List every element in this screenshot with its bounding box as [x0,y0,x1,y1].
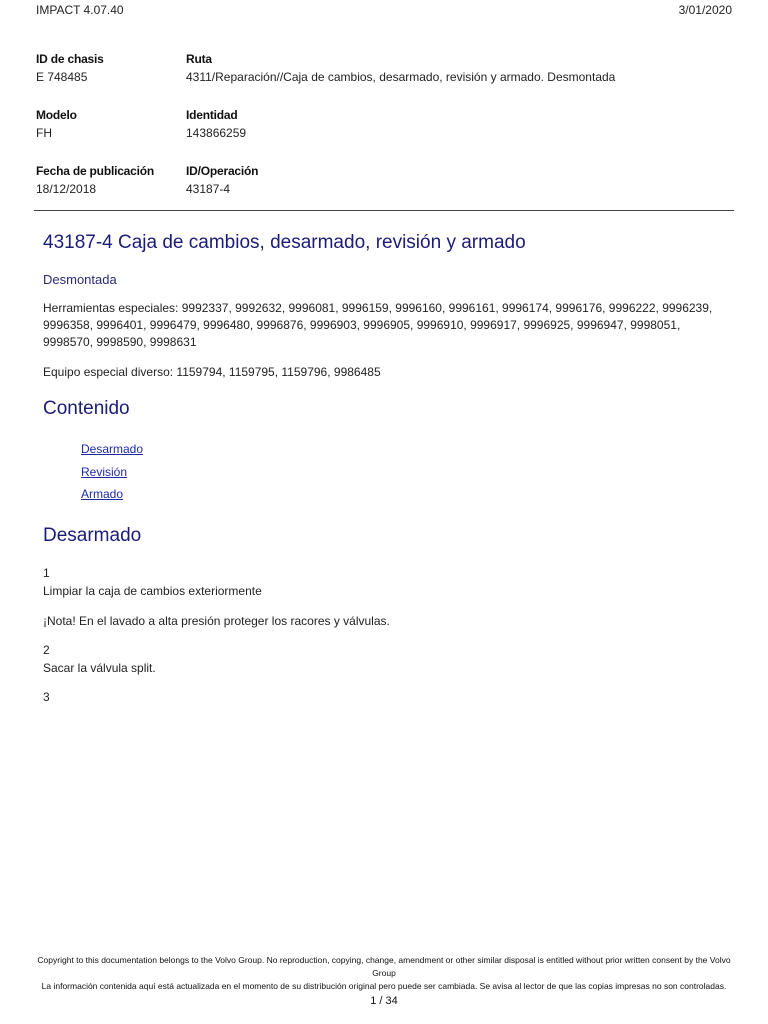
chassis-label: ID de chasis [36,52,104,66]
list-item [81,438,733,461]
metadata-table [36,52,732,220]
model-label: Modelo [36,108,77,122]
document-subtitle: Desmontada [43,272,117,287]
page-footer [30,954,738,1008]
app-version: IMPACT 4.07.40 [36,3,124,17]
special-tools: Herramientas especiales: 9992337, 9992632, 9996081, 9996159, 9996160, 9996161, 9996174, 9996176, 9996222, 9996239, 9996358, 9996401, 9996479, 9996480, 9996876, 9996903, 9996905, 9996910, 9996917, 9996925, 9996947, 9998051, 9998570, 9998590, 9998631 [43,301,713,349]
list-item [81,483,733,506]
toc-link-desarmado[interactable]: Desarmado [81,442,144,456]
document-title: 43187-4 Caja de cambios, desarmado, revisión y armado [43,232,526,253]
toc-link-armado[interactable]: Armado [81,487,124,501]
step-number: 2 [43,642,50,657]
document-body [43,232,733,704]
page-header [36,3,732,17]
route-label: Ruta [186,52,212,66]
print-date: 3/01/2020 [678,3,732,17]
step-number: 1 [43,565,50,580]
identity-value: 143866259 [186,126,247,140]
metadata-row [36,52,732,108]
divider [34,210,734,211]
pubdate-value: 18/12/2018 [36,182,97,196]
contents-heading: Contenido [43,398,130,419]
chassis-value: E 748485 [36,70,88,84]
list-item [81,461,733,484]
distribution-notice: La información contenida aquí está actualizada en el momento de su distribución original pero puede ser cambiada. Se avisa al lector de que las copias impresas no son controladas. [41,981,727,991]
metadata-row [36,164,732,220]
model-cell [36,108,186,164]
chassis-cell [36,52,186,108]
step-text: Limpiar la caja de cambios exteriormente [43,583,262,598]
toc-link-revision[interactable]: Revisión [81,464,128,479]
identity-label: Identidad [186,108,238,122]
special-equipment: Equipo especial diverso: 1159794, 1159795, 1159796, 9986485 [43,365,381,379]
table-of-contents [81,438,733,506]
step-note: ¡Nota! En el lavado a alta presión proteger los racores y válvulas. [43,613,390,628]
operation-label: ID/Operación [186,164,259,178]
copyright-notice: Copyright to this documentation belongs to the Volvo Group. No reproduction, copying, change, amendment or other similar disposal is entitled without prior written consent by the Volvo Group [37,955,731,978]
pubdate-label: Fecha de publicación [36,164,155,178]
pubdate-cell [36,164,186,220]
route-cell [186,52,615,108]
page-number: 1 / 34 [370,995,398,1007]
model-value: FH [36,126,52,140]
step-number: 3 [43,689,50,704]
metadata-row [36,108,732,164]
operation-cell [186,164,258,220]
identity-cell [186,108,246,164]
operation-value: 43187-4 [186,182,231,196]
step-text: Sacar la válvula split. [43,660,156,675]
route-value: 4311/Reparación//Caja de cambios, desarmado, revisión y armado. Desmontada [186,70,616,84]
section-heading: Desarmado [43,524,142,546]
